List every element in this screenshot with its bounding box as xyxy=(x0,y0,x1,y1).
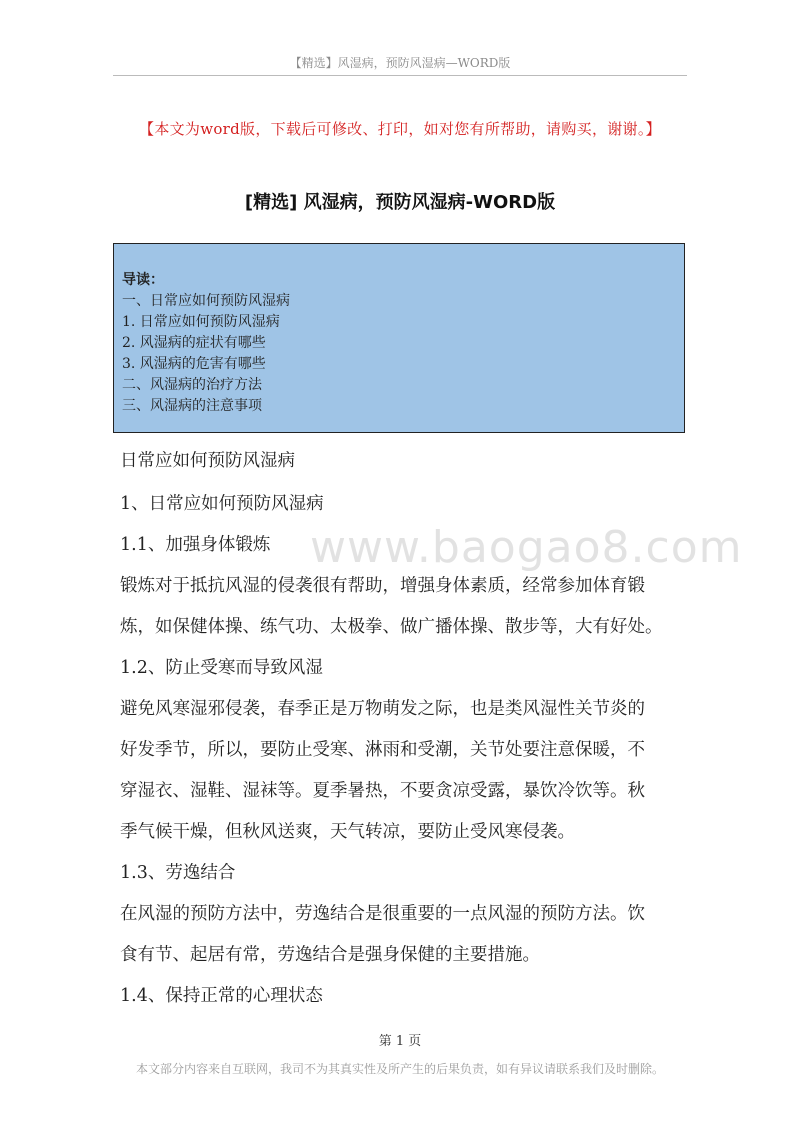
subsection-heading: 1.3、劳逸结合 xyxy=(120,863,236,883)
footer-disclaimer: 本文部分内容来自互联网，我司不为其真实性及所产生的后果负责，如有异议请联系我们及时删除。 xyxy=(135,1062,664,1076)
subsection-heading: 1.4、保持正常的心理状态 xyxy=(120,986,323,1006)
toc-item[interactable]: 3. 风湿病的危害有哪些 xyxy=(122,356,266,372)
toc-item[interactable]: 2. 风湿病的症状有哪些 xyxy=(122,335,266,351)
table-of-contents xyxy=(113,243,685,433)
watermark: www.baogao8.com xyxy=(310,522,743,573)
toc-item[interactable]: 三、风湿病的注意事项 xyxy=(122,398,262,414)
paragraph-line: 穿湿衣、湿鞋、湿袜等。夏季暑热，不要贪凉受露，暴饮冷饮等。秋 xyxy=(120,781,645,801)
page-number: 第 1 页 xyxy=(378,1034,422,1049)
toc-item[interactable]: 一、日常应如何预防风湿病 xyxy=(122,293,290,309)
paragraph-line: 食有节、起居有常，劳逸结合是强身保健的主要措施。 xyxy=(120,945,540,965)
paragraph-line: 季气候干燥，但秋风送爽，天气转凉，要防止受风寒侵袭。 xyxy=(120,822,575,842)
section-heading: 日常应如何预防风湿病 xyxy=(120,451,295,471)
paragraph-line: 在风湿的预防方法中，劳逸结合是很重要的一点风湿的预防方法。饮 xyxy=(120,904,645,924)
paragraph-line: 锻炼对于抵抗风湿的侵袭很有帮助，增强身体素质，经常参加体育锻 xyxy=(120,576,645,596)
subsection-heading: 1、日常应如何预防风湿病 xyxy=(120,494,324,514)
toc-item[interactable]: 二、风湿病的治疗方法 xyxy=(122,377,262,393)
toc-heading: 导读： xyxy=(122,272,164,288)
purchase-notice: 【本文为word版，下载后可修改、打印，如对您有所帮助，请购买，谢谢。】 xyxy=(139,120,661,138)
subsection-heading: 1.1、加强身体锻炼 xyxy=(120,535,271,555)
document-title: [精选] 风湿病，预防风湿病-WORD版 xyxy=(244,192,556,213)
paragraph-line: 避免风寒湿邪侵袭，春季正是万物萌发之际，也是类风湿性关节炎的 xyxy=(120,699,645,719)
paragraph-line: 好发季节，所以，要防止受寒、淋雨和受潮，关节处要注意保暖，不 xyxy=(120,740,645,760)
toc-item[interactable]: 1. 日常应如何预防风湿病 xyxy=(122,314,280,330)
subsection-heading: 1.2、防止受寒而导致风湿 xyxy=(120,658,323,678)
paragraph-line: 炼，如保健体操、练气功、太极拳、做广播体操、散步等，大有好处。 xyxy=(120,617,663,637)
running-header: 【精选】风湿病，预防风湿病—WORD版 xyxy=(289,56,511,70)
header-divider xyxy=(113,75,687,76)
